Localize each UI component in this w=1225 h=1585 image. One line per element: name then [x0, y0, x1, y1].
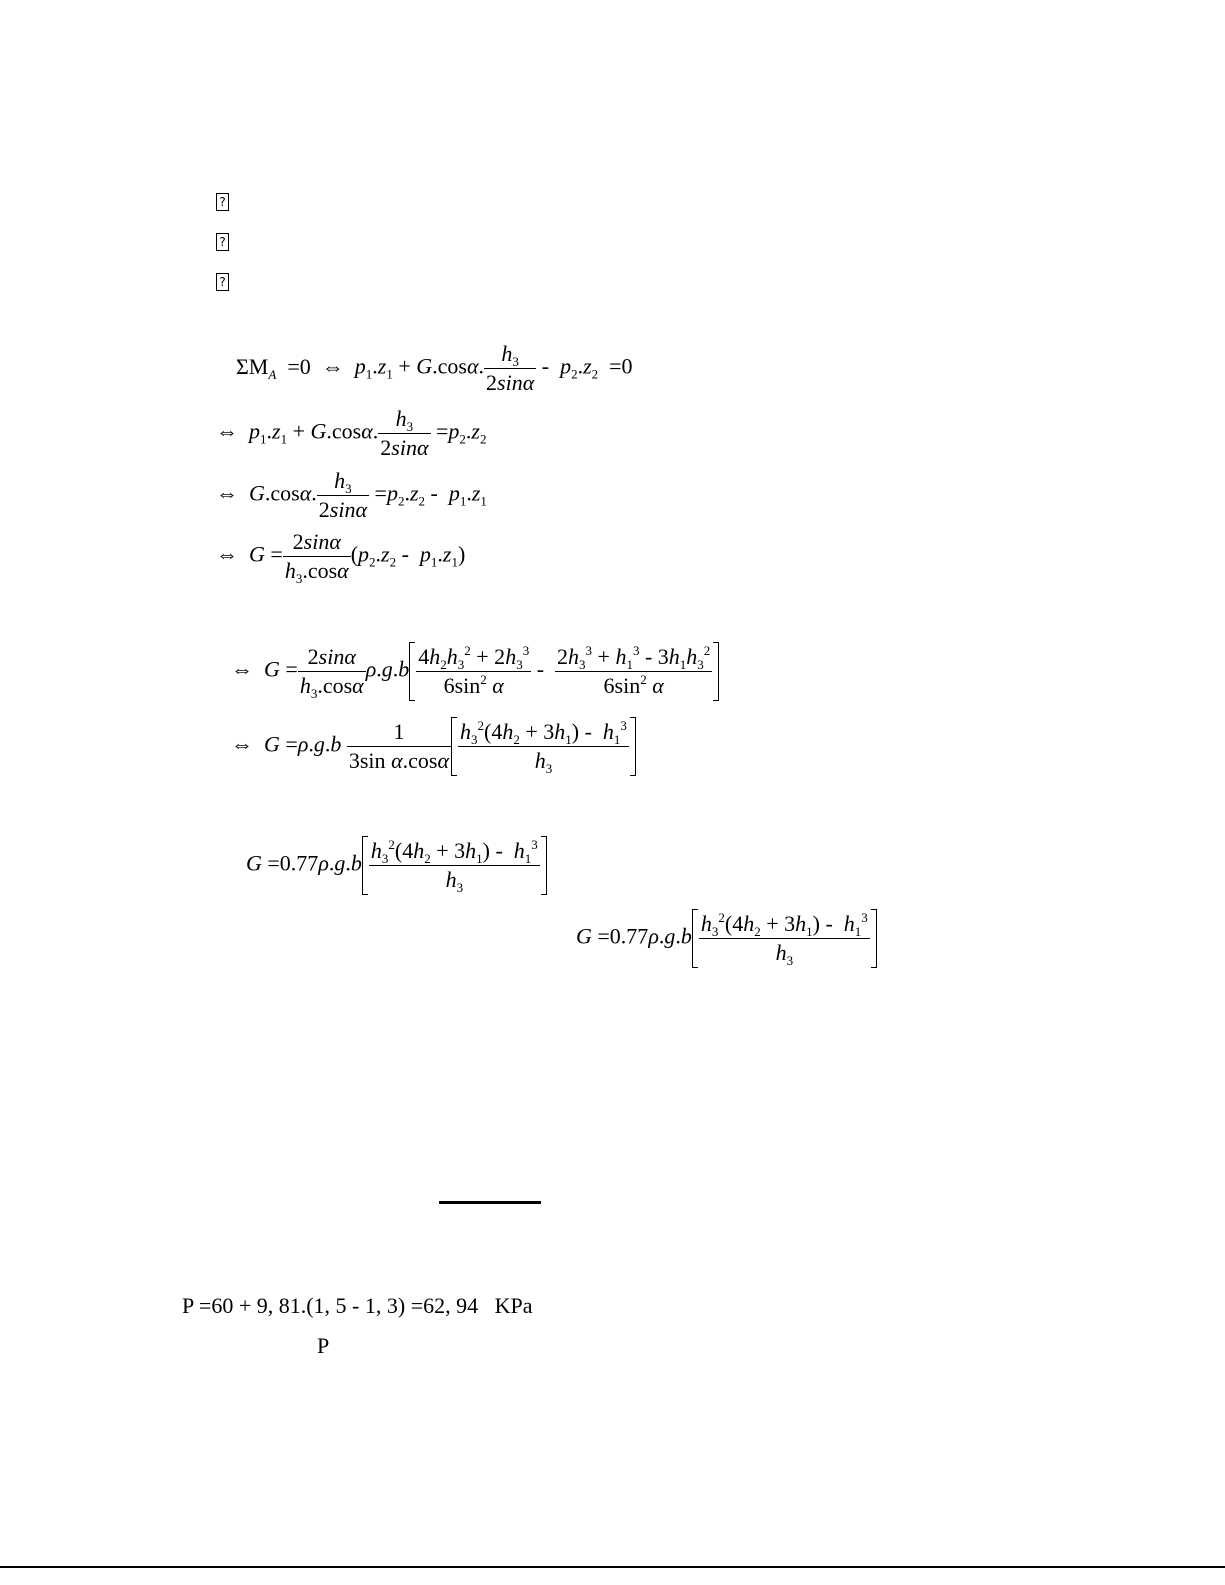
equation-step-5: ⇔ G = $\frac{2\sin\alpha}{h_3.\cos\alpha}$ ρ.g.b $\frac{4h_2h_3^2 + 2h_3^3}{6\sin^2 \alpha}$ - $\frac{2h_3^3 + h_1^3 - 3h_1h_3^2}{6\sin^2 \alpha}$	[231, 642, 719, 701]
equation-step-6: ⇔ G =ρ.g.b $\frac{1}{\text{3sin α.cosα}}$ $\frac{h_3^2(4h_2 + 3h_1) - h_1^3}{h_3}$	[231, 717, 636, 776]
section-underline	[439, 1201, 541, 1204]
pressure-equation-text: P =60 + 9, 81.(1, 5 - 1, 3) =62, 94	[182, 1293, 479, 1318]
pressure-unit: KPa	[494, 1293, 533, 1318]
bullet-glyph-1: ?	[216, 193, 229, 211]
bullet-glyph-2: ?	[216, 233, 229, 251]
pressure-equation	[182, 1295, 533, 1317]
pressure-label: P	[317, 1333, 330, 1358]
equation-result-2: G =0.77ρ.g.b $\frac{h_3^2(4h_2 + 3h_1) - h_1^3}{h_3}$	[576, 909, 877, 968]
bullet-glyph-3: ?	[216, 273, 229, 291]
equation-moment-sum: $\Sigma M_A =0$ ⇔ $p_1.z_1 + G.\cos\alpha$. $\frac{h_3}{2\sin\alpha}$ - $p_2.z_2 =0$	[236, 341, 633, 395]
page-bottom-border	[0, 1566, 1225, 1568]
equation-result-1: G =0.77ρ.g.b $\frac{h_3^2(4h_2 + 3h_1) - h_1^3}{h_3}$	[246, 836, 547, 895]
equation-step-2: ⇔ $p_1.z_1 + G.\cos\alpha$. $\frac{h_3}{2\sin\alpha}$ $=p_2.z_2$	[216, 406, 487, 460]
equation-step-4: ⇔ G = $\frac{2\sin\alpha}{h_3.\cos\alpha}$ $(p_2.z_2 - p_1.z_1)$	[216, 529, 466, 586]
equation-step-3: ⇔ G.cosα. $\frac{h_3}{2\sin\alpha}$ $=p_2.z_2 - p_1.z_1$	[216, 468, 487, 522]
